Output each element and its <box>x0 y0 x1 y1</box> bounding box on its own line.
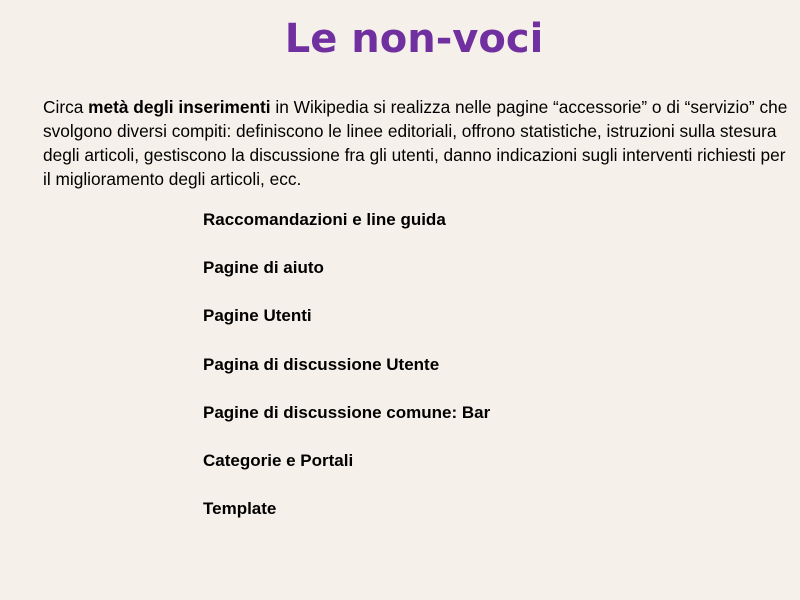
intro-bold-phrase: metà degli inserimenti <box>88 97 271 117</box>
list-item-pagine-aiuto: Pagine di aiuto <box>203 258 324 278</box>
list-item-raccomandazioni: Raccomandazioni e line guida <box>203 210 446 229</box>
list-item-template: Template <box>203 499 277 519</box>
intro-paragraph <box>43 95 793 191</box>
list-item-categorie-portali: Categorie e Portali <box>203 450 354 470</box>
slide-title: Le non-voci <box>284 16 544 62</box>
page-type-list <box>203 208 490 545</box>
list-item-discussione-utente: Pagina di discussione Utente <box>203 354 440 374</box>
intro-suffix: in Wikipedia si realizza nelle pagine “accessorie” o di “servizio” che svolgono diversi compiti: definiscono le linee editoriali, offrono statistiche, istruzioni sulla stesura degli articoli, gestiscono la discussione fra gli utenti, danno indicazioni sugli interventi richiesti per il miglioramento degli articoli, ecc. <box>43 97 788 189</box>
intro-prefix: Circa <box>43 97 89 117</box>
list-item-pagine-utenti: Pagine Utenti <box>203 306 312 326</box>
list-item-discussione-bar: Pagine di discussione comune: Bar <box>203 402 491 422</box>
